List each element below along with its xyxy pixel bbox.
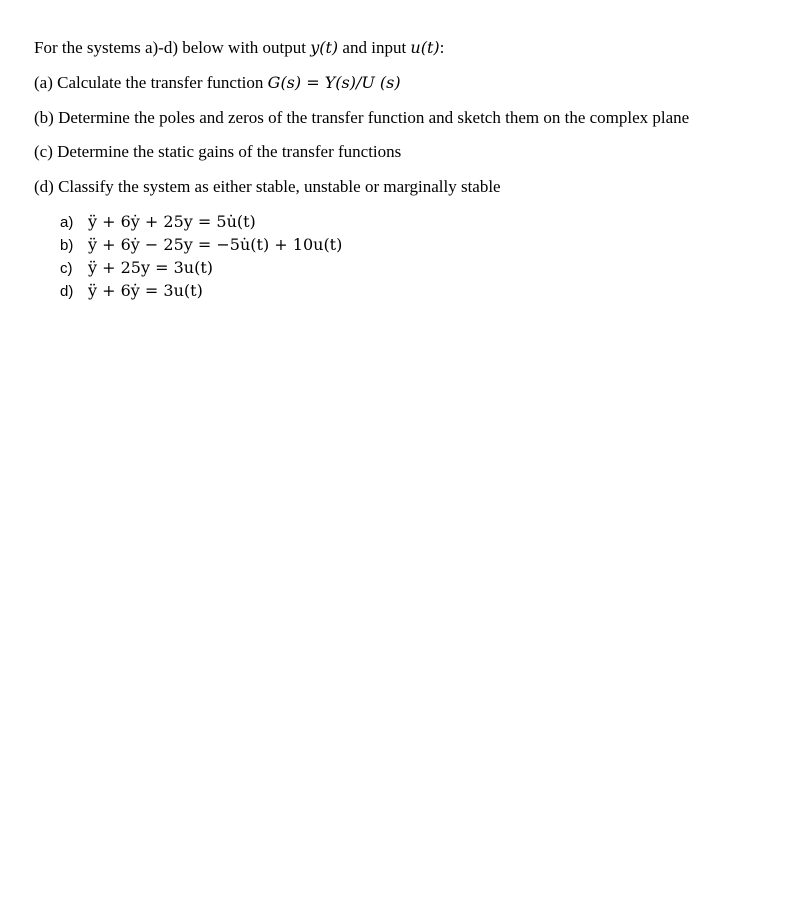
list-item (60, 256, 342, 279)
question-b (34, 108, 689, 128)
question-c-text: (c) Determine the static gains of the transfer functions (34, 142, 402, 161)
list-item (60, 279, 342, 302)
question-a-text: (a) Calculate the transfer function (34, 73, 268, 92)
question-b-text: (b) Determine the poles and zeros of the transfer function and sketch them on the complex plane (34, 108, 690, 127)
question-a (34, 73, 401, 93)
transfer-function-formula: G(s) = Y(s)/U (s) (267, 73, 401, 92)
system-equation: ÿ + 6ẏ − 25y = −5u̇(t) + 10u(t) (88, 235, 343, 254)
system-equation: ÿ + 6ẏ + 25y = 5u̇(t) (88, 212, 256, 231)
output-variable: y(t) (310, 38, 339, 57)
intro-text: For the systems a)-d) below with output (34, 38, 311, 57)
question-c (34, 142, 401, 162)
system-label: a) (60, 214, 74, 231)
question-d-text: (d) Classify the system as either stable, unstable or marginally stable (34, 177, 501, 196)
system-label: c) (60, 260, 73, 277)
list-item (60, 233, 342, 256)
input-variable: u(t) (410, 38, 440, 57)
question-d (34, 177, 501, 197)
system-equation: ÿ + 25y = 3u(t) (88, 258, 213, 277)
intro-and-text: and input (338, 38, 411, 57)
list-item (60, 210, 342, 233)
intro-end: : (439, 38, 445, 57)
intro-paragraph (34, 38, 444, 58)
systems-list (60, 210, 342, 302)
system-equation: ÿ + 6ẏ = 3u(t) (88, 281, 203, 300)
system-label: d) (60, 283, 74, 300)
system-label: b) (60, 237, 74, 254)
